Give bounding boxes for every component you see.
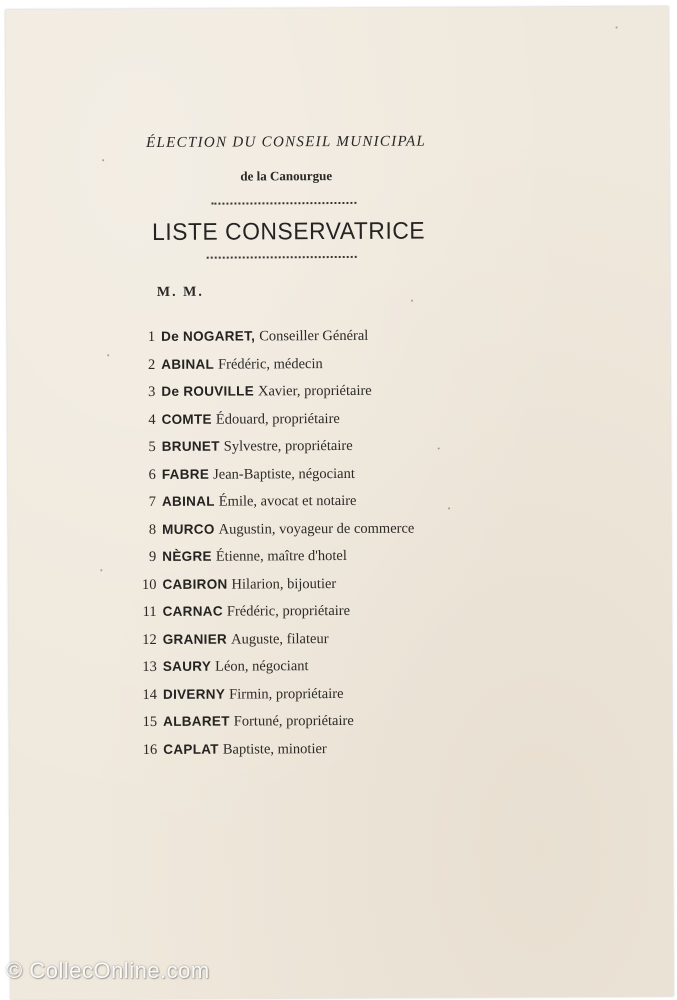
- salutation: M. M.: [156, 284, 204, 300]
- candidate-detail: Hilarion, bijoutier: [231, 575, 337, 593]
- ink-speck: [616, 27, 618, 29]
- candidate-surname: GRANIER: [162, 631, 228, 647]
- candidate-row: [126, 486, 506, 515]
- candidate-detail: Baptiste, minotier: [222, 740, 327, 758]
- candidate-row: [127, 706, 507, 735]
- candidate-detail: Frédéric, médecin: [218, 355, 323, 373]
- candidate-number: 4: [148, 411, 156, 428]
- candidate-number: 6: [148, 466, 156, 483]
- candidate-number: 2: [147, 356, 156, 373]
- candidate-surname: ABINAL: [161, 356, 215, 372]
- candidate-surname: CAPLAT: [163, 741, 219, 757]
- candidate-row: [125, 404, 505, 433]
- candidate-number: 9: [148, 548, 157, 565]
- candidate-detail: Fortuné, propriétaire: [233, 712, 354, 730]
- candidate-number: 1: [147, 328, 156, 346]
- candidate-row: [127, 651, 507, 680]
- candidate-surname: BRUNET: [161, 438, 220, 454]
- candidate-number: 16: [142, 741, 158, 758]
- candidate-detail: Frédéric, propriétaire: [226, 602, 351, 620]
- candidate-row: [126, 459, 506, 488]
- candidate-list: [125, 321, 507, 763]
- commune-name: de la Canourgue: [240, 168, 333, 184]
- dotted-rule-top: [211, 202, 356, 205]
- candidate-row: [127, 624, 507, 653]
- candidate-detail: Léon, négociant: [215, 658, 309, 675]
- candidate-number: 7: [148, 493, 157, 510]
- candidate-number: 15: [142, 713, 158, 731]
- candidate-detail: Jean-Baptiste, négociant: [213, 465, 355, 483]
- ink-speck: [102, 159, 104, 161]
- candidate-number: 14: [142, 686, 158, 703]
- candidate-surname: ABINAL: [161, 493, 215, 509]
- candidate-row: [126, 514, 506, 543]
- candidate-row: [127, 734, 507, 763]
- candidate-detail: Auguste, filateur: [231, 630, 329, 648]
- candidate-detail: Sylvestre, propriétaire: [223, 437, 353, 455]
- candidate-detail: Xavier, propriétaire: [257, 382, 372, 400]
- candidate-detail: Émile, avocat et notaire: [218, 492, 357, 510]
- candidate-row: [126, 596, 506, 625]
- list-title: LISTE CONSERVATRICE: [151, 217, 426, 246]
- candidate-row: [126, 431, 506, 460]
- candidate-number: 12: [142, 631, 157, 648]
- candidate-detail: Augustin, voyageur de commerce: [218, 520, 415, 538]
- candidate-row: [125, 376, 505, 405]
- candidate-number: 13: [142, 658, 157, 676]
- candidate-surname: CARNAC: [162, 603, 223, 619]
- ink-speck: [411, 300, 413, 302]
- candidate-surname: De ROUVILLE: [161, 383, 255, 399]
- ink-speck: [448, 507, 450, 509]
- collectonline-watermark: © CollecOnline.com: [6, 958, 210, 983]
- candidate-surname: MURCO: [162, 521, 215, 537]
- ink-speck: [100, 569, 102, 571]
- ink-speck: [438, 447, 440, 449]
- candidate-surname: COMTE: [161, 411, 212, 427]
- dotted-rule-bottom: [207, 256, 357, 259]
- candidate-number: 3: [148, 383, 156, 401]
- candidate-surname: CABIRON: [162, 576, 228, 592]
- candidate-row: [126, 541, 506, 570]
- candidate-detail: Firmin, propriétaire: [229, 685, 344, 703]
- candidate-number: 8: [148, 521, 157, 538]
- candidate-surname: ALBARET: [163, 713, 230, 729]
- candidate-number: 11: [142, 603, 157, 621]
- candidate-surname: SAURY: [162, 658, 212, 674]
- candidate-row: [125, 321, 505, 350]
- candidate-number: 10: [141, 576, 157, 593]
- candidate-detail: Étienne, maître d'hotel: [215, 547, 347, 565]
- candidate-detail: Conseiller Général: [259, 327, 369, 345]
- candidate-surname: DIVERNY: [162, 686, 226, 702]
- candidate-surname: FABRE: [161, 466, 210, 482]
- candidate-row: [127, 679, 507, 708]
- ballot-sheet: [5, 6, 673, 999]
- ink-speck: [107, 354, 109, 356]
- candidate-surname: De NOGARET,: [161, 328, 256, 344]
- candidate-row: [125, 349, 505, 378]
- candidate-detail: Édouard, propriétaire: [215, 410, 340, 428]
- election-heading: ÉLECTION DU CONSEIL MUNICIPAL: [146, 133, 427, 152]
- candidate-row: [126, 569, 506, 598]
- candidate-number: 5: [148, 438, 156, 455]
- candidate-surname: NÈGRE: [162, 548, 212, 564]
